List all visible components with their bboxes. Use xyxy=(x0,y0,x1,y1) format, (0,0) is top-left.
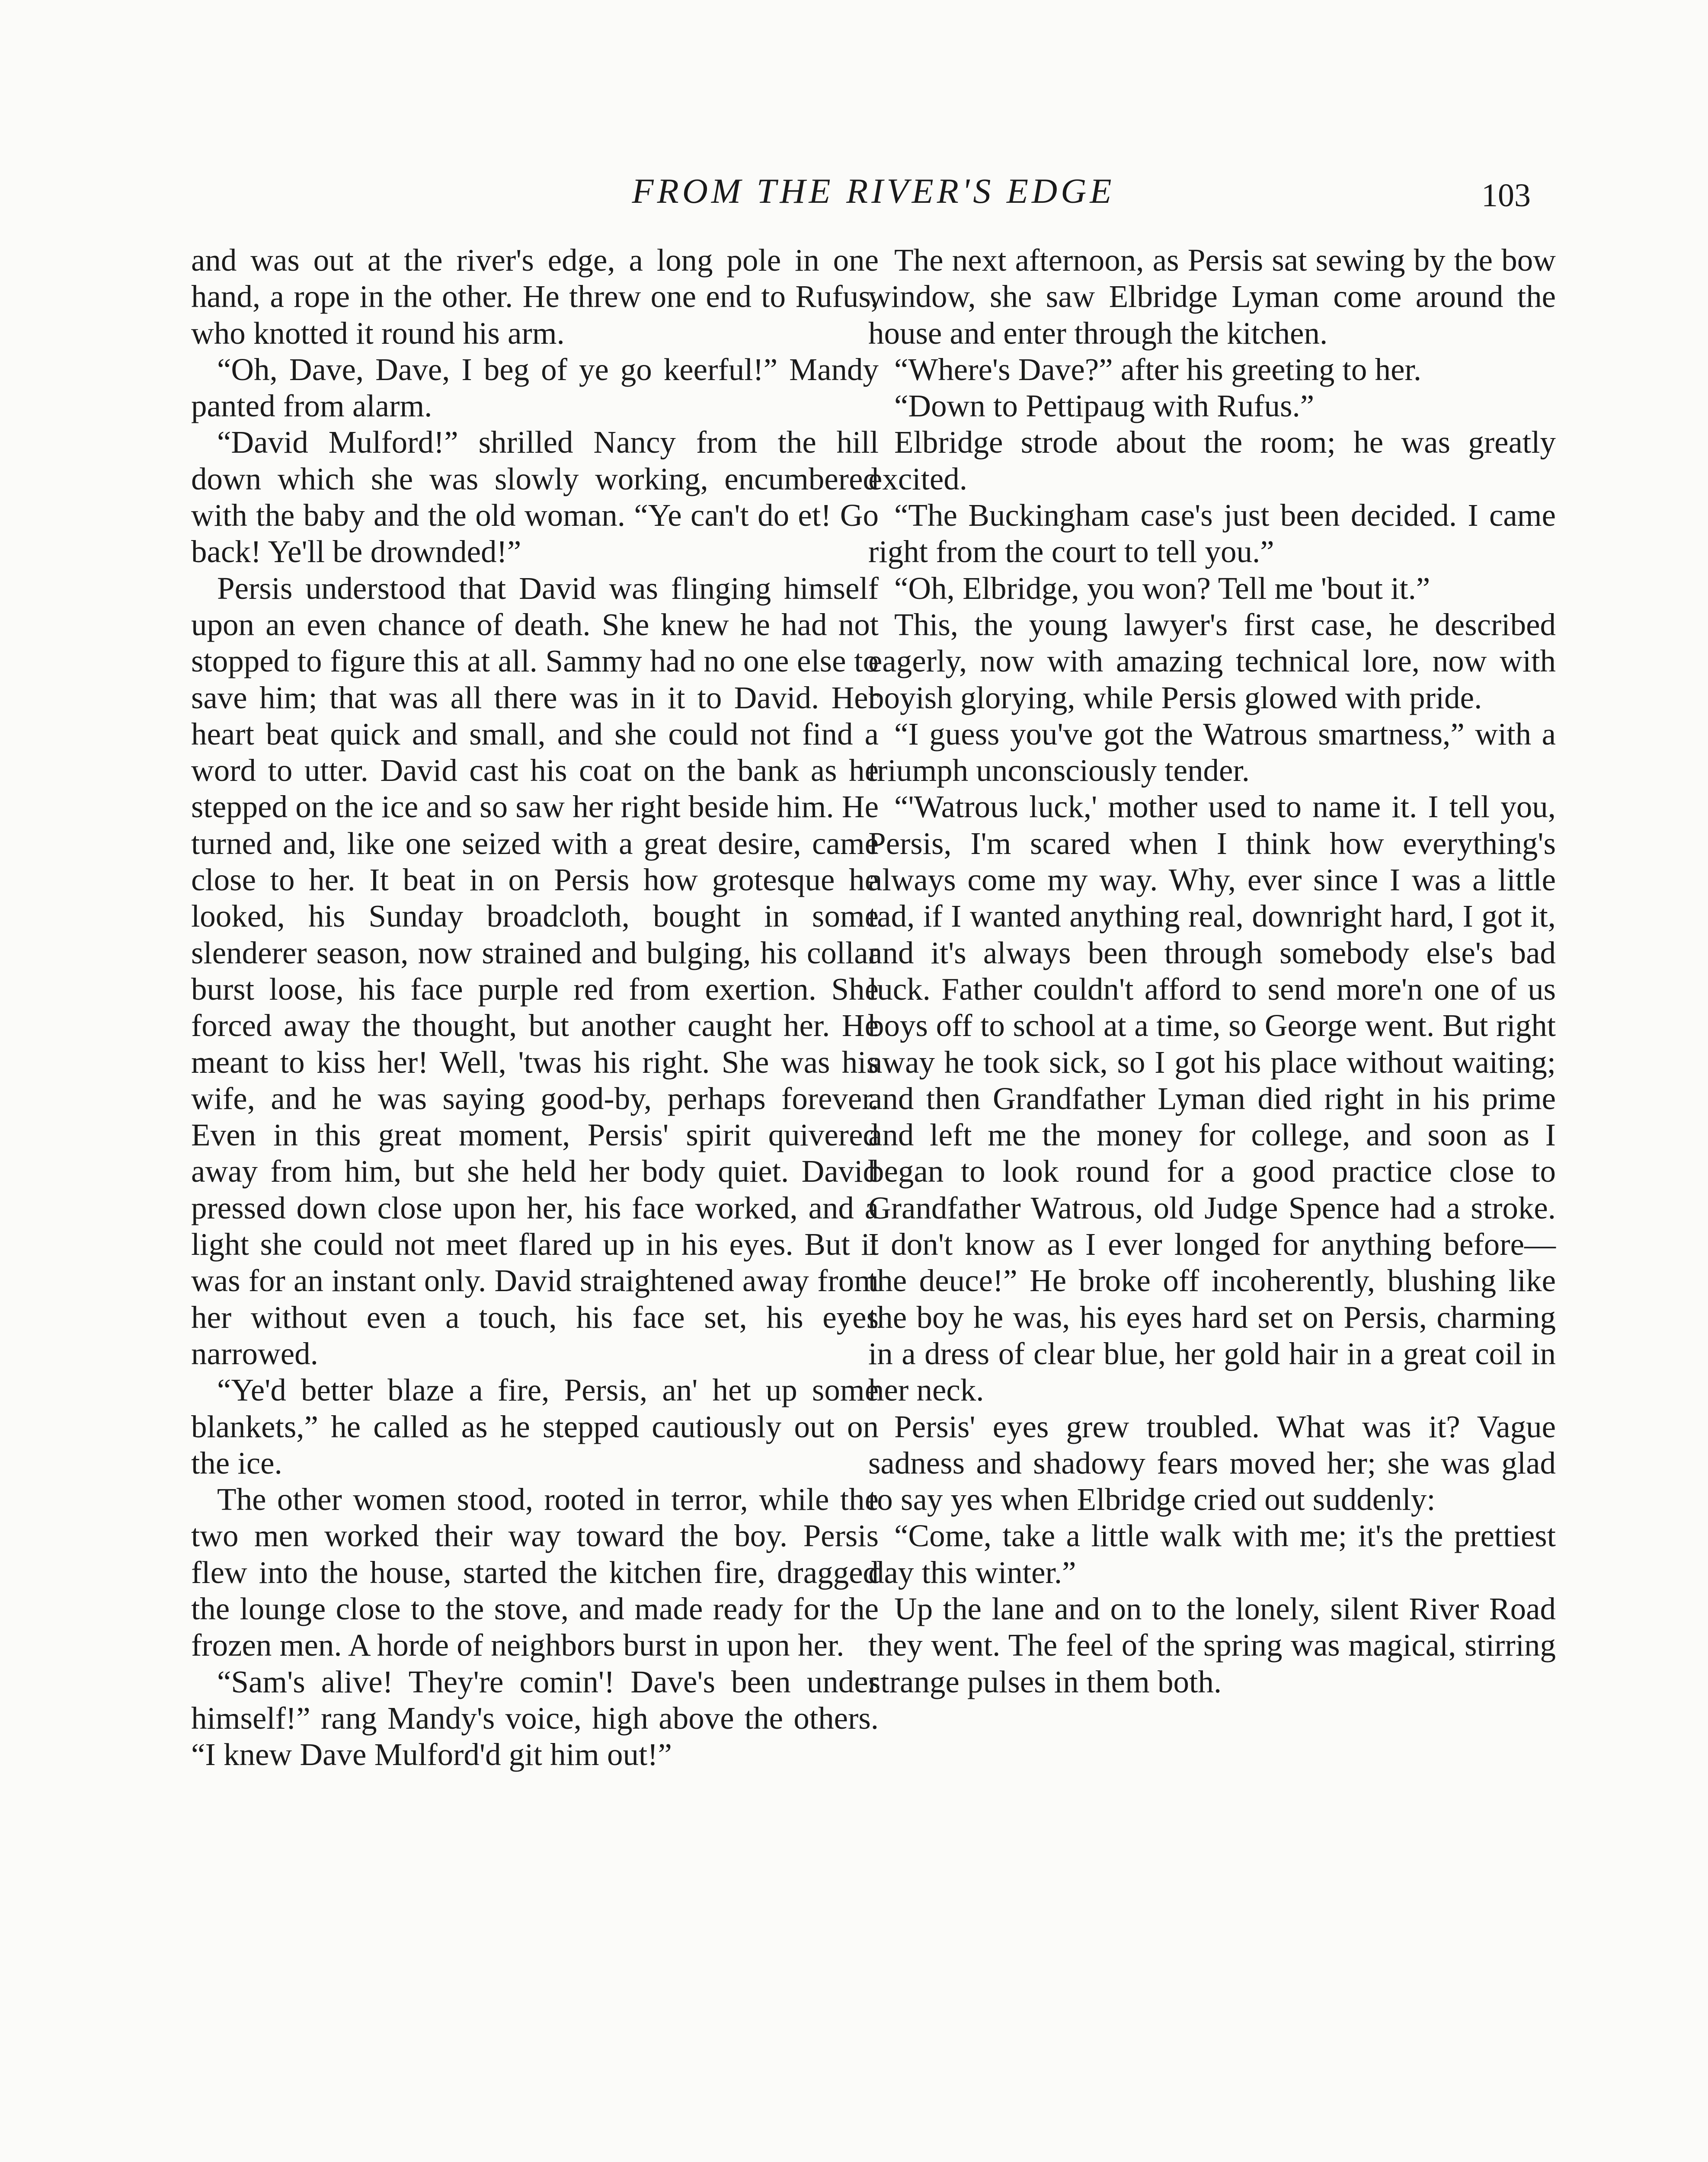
paragraph: “Down to Pettipaug with Rufus.” xyxy=(894,388,1315,424)
paragraph: “Where's Dave?” after his greeting to her. xyxy=(894,352,1422,387)
paragraph: “Oh, Dave, Dave, I beg of ye go keerful!” Mandy panted from alarm. xyxy=(191,352,879,424)
paragraph: “David Mulford!” shrilled Nancy from the hill down which she was slowly working, encumbered with the baby and the old woman. “Ye can't do et! Go back! Ye'll be drownded!” xyxy=(191,425,879,569)
paragraph: “Oh, Elbridge, you won? Tell me 'bout it.” xyxy=(894,570,1430,606)
left-column xyxy=(191,242,879,1773)
paragraph: Persis understood that David was flinging himself upon an even chance of death. She knew he had not stopped to figure this at all. Sammy had no one else to save him; that was all there was in it to David. Her heart beat quick and small, and she could not find a word to utter. David cast his coat on the bank as he stepped on the ice and so saw her right beside him. He turned and, like one seized with a great desire, came close to her. It beat in on Persis how grotesque he looked, his Sunday broadcloth, bought in some slenderer season, now strained and bulging, his collar burst loose, his face purple red from exertion. She forced away the thought, but another caught her. He meant to kiss her! Well, 'twas his right. She was his wife, and he was saying good-by, perhaps forever. Even in this great moment, Persis' spirit quivered away from him, but she held her body quiet. David pressed down close upon her, his face worked, and a light she could not meet flared up in his eyes. But it was for an instant only. David straightened away from her without even a touch, his face set, his eyes narrowed. xyxy=(191,570,879,1371)
paragraph: “Come, take a little walk with me; it's the prettiest day this winter.” xyxy=(868,1518,1556,1590)
paragraph: “Ye'd better blaze a fire, Persis, an' het up some blankets,” he called as he stepped cautiously out on the ice. xyxy=(191,1372,879,1481)
running-title: FROM THE RIVER'S EDGE xyxy=(632,171,1115,211)
paragraph: and was out at the river's edge, a long pole in one hand, a rope in the other. He threw one end to Rufus, who knotted it round his arm. xyxy=(191,243,879,351)
paragraph: The next afternoon, as Persis sat sewing by the bow window, she saw Elbridge Lyman come around the house and enter through the kitchen. xyxy=(868,243,1556,351)
right-column xyxy=(868,242,1556,1700)
paragraph: “I guess you've got the Watrous smartness,” with a triumph unconsciously tender. xyxy=(868,716,1556,788)
paragraph: Persis' eyes grew troubled. What was it? Vague sadness and shadowy fears moved her; she was glad to say yes when Elbridge cried out suddenly: xyxy=(868,1409,1556,1517)
paragraph: The other women stood, rooted in terror, while the two men worked their way toward the boy. Persis flew into the house, started the kitchen fire, dragged the lounge close to the stove, and made ready for the frozen men. A horde of neighbors burst in upon her. xyxy=(191,1482,879,1663)
paragraph: “The Buckingham case's just been decided. I came right from the court to tell you.” xyxy=(868,498,1556,569)
paragraph: “'Watrous luck,' mother used to name it. I tell you, Persis, I'm scared when I think how everything's always come my way. Why, ever since I was a little tad, if I wanted anything real, downright hard, I got it, and it's always been through somebody else's bad luck. Father couldn't afford to send more'n one of us boys off to school at a time, so George went. But right away he took sick, so I got his place without waiting; and then Grandfather Lyman died right in his prime and left me the money for college, and soon as I began to look round for a good practice close to Grandfather Watrous, old Judge Spence had a stroke. I don't know as I ever longed for anything before—the deuce!” He broke off incoherently, blushing like the boy he was, his eyes hard set on Persis, charming in a dress of clear blue, her gold hair in a great coil in her neck. xyxy=(868,789,1556,1408)
paragraph: “Sam's alive! They're comin'! Dave's been under himself!” rang Mandy's voice, high above the others. “I knew Dave Mulford'd git him out!” xyxy=(191,1664,879,1772)
paragraph: This, the young lawyer's first case, he described eagerly, now with amazing technical lore, now with boyish glorying, while Persis glowed with pride. xyxy=(868,607,1556,715)
page-number: 103 xyxy=(1481,177,1531,214)
paragraph: Up the lane and on to the lonely, silent River Road they went. The feel of the spring was magical, stirring strange pulses in them both. xyxy=(868,1591,1556,1699)
paragraph: Elbridge strode about the room; he was greatly excited. xyxy=(868,425,1556,496)
